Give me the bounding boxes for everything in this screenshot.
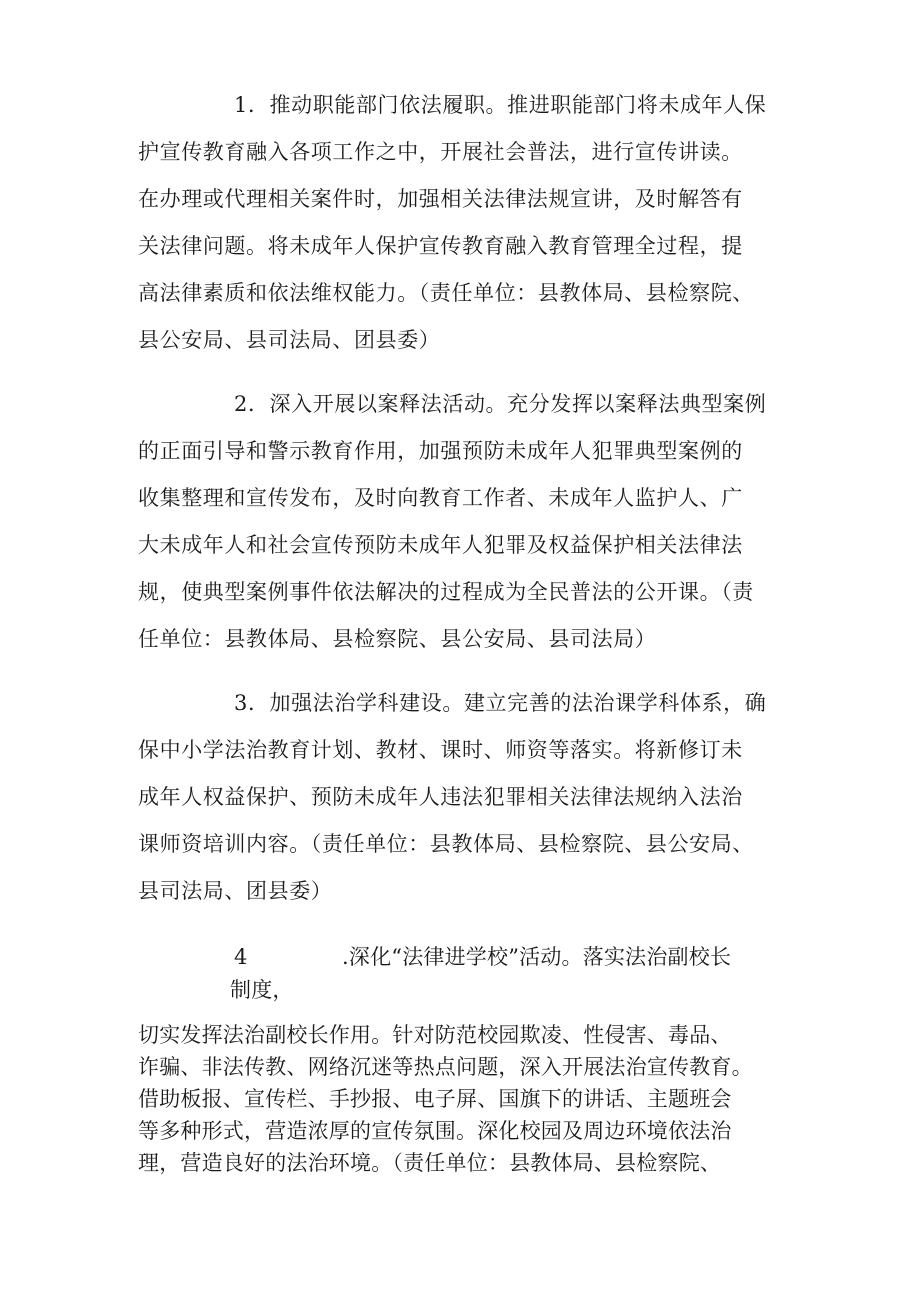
- paragraph-line: 任单位：县教体局、县检察院、县公安局、县司法局）: [138, 627, 657, 651]
- paragraph-line: 成年人权益保护、预防未成年人违法犯罪相关法律法规纳入法治: [138, 785, 743, 809]
- paragraph-heading-wrap: 制度，: [230, 978, 294, 1002]
- item-number: 4: [234, 945, 248, 969]
- paragraph-line: 关法律问题。将未成年人保护宣传教育融入教育管理全过程，提: [138, 234, 743, 258]
- paragraph-heading: .深化“法律进学校”活动。落实法治副校长: [342, 945, 732, 969]
- paragraph-line: 保中小学法治教育计划、教材、课时、师资等落实。将新修订未: [138, 738, 743, 762]
- paragraph-line: 规，使典型案例事件依法解决的过程成为全民普法的公开课。（责: [138, 580, 754, 604]
- paragraph-line: 理，营造良好的法治环境。（责任单位：县教体局、县检察院、: [138, 1151, 722, 1175]
- paragraph-line: 2．深入开展以案释法活动。充分发挥以案释法典型案例: [234, 392, 767, 416]
- paragraph-line: 县公安局、县司法局、团县委）: [138, 328, 441, 352]
- paragraph-line: 课师资培训内容。（责任单位：县教体局、县检察院、县公安局、: [138, 832, 754, 856]
- paragraph-line: 借助板报、宣传栏、手抄报、电子屏、国旗下的讲话、主题班会: [138, 1087, 732, 1111]
- paragraph-line: 高法律素质和依法维权能力。（责任单位：县教体局、县检察院、: [138, 281, 754, 305]
- paragraph-line: 县司法局、团县委）: [138, 879, 333, 903]
- paragraph-line: 切实发挥法治副校长作用。针对防范校园欺凌、性侵害、毒品、: [138, 1023, 732, 1047]
- paragraph-line: 1．推动职能部门依法履职。推进职能部门将未成年人保: [234, 93, 767, 117]
- paragraph-line: 的正面引导和警示教育作用，加强预防未成年人犯罪典型案例的: [138, 439, 743, 463]
- paragraph-line: 在办理或代理相关案件时，加强相关法律法规宣讲，及时解答有: [138, 187, 743, 211]
- paragraph-line: 护宣传教育融入各项工作之中，开展社会普法，进行宣传讲读。: [138, 140, 743, 164]
- paragraph-line: 收集整理和宣传发布，及时向教育工作者、未成年人监护人、广: [138, 486, 743, 510]
- paragraph-line: 等多种形式，营造浓厚的宣传氛围。深化校园及周边环境依法治: [138, 1119, 732, 1143]
- paragraph-line: 诈骗、非法传教、网络沉迷等热点问题，深入开展法治宣传教育。: [138, 1055, 753, 1079]
- paragraph-line: 3．加强法治学科建设。建立完善的法治课学科体系，确: [234, 691, 767, 715]
- paragraph-line: 大未成年人和社会宣传预防未成年人犯罪及权益保护相关法律法: [138, 533, 743, 557]
